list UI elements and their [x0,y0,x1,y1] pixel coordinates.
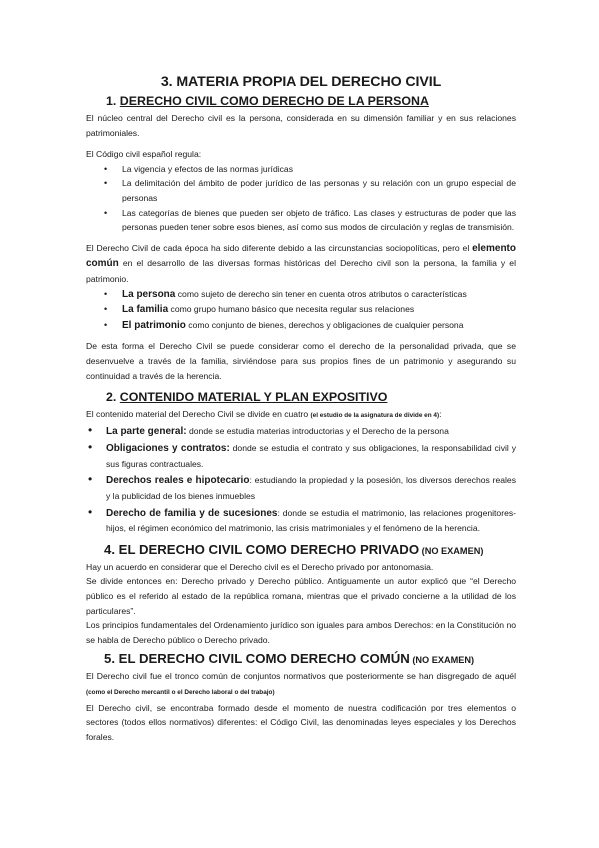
section-1-heading [106,94,516,108]
s4-line-2: Se divide entonces en: Derecho privado y Derecho público. Antiguamente un autor explicó que “el Derecho público es el referido al estado de la república romana, mientras que el privado concierne a la utilidad de los particulares”. [86,576,516,616]
section-1-title: DERECHO CIVIL COMO DERECHO DE LA PERSONA [119,94,429,108]
bold-text: El patrimonio [122,319,186,331]
text-run: como grupo humano básico que necesita regular sus relaciones [168,304,415,315]
s4-line-1: Hay un acuerdo en considerar que el Derecho civil es el Derecho privado por antonomasia. [86,561,434,572]
text-run: : donde se estudia el matrimonio, las relaciones progenitores-hijos, el régimen económico del matrimonio, las crisis matrimoniales y el fenómeno de la herencia. [106,507,517,534]
document-content [86,74,516,744]
section-1-number: 1. [106,94,117,108]
list-item [86,318,516,334]
document-title: 3. MATERIA PROPIA DEL DERECHO CIVIL [160,74,442,90]
s1-paragraph-2: El Código civil español regula: [86,149,202,160]
section-5-title: 5. EL DERECHO CIVIL COMO DERECHO COMÚN [104,651,410,667]
section-2-title: CONTENIDO MATERIAL Y PLAN EXPOSITIVO [119,390,388,405]
section-4-heading [104,542,516,557]
list-item [86,287,516,303]
text-run: : estudiando la propiedad y la posesión, los diversos derechos reales y la publicidad de los bienes inmuebles [106,475,516,502]
section-5-heading [104,651,516,666]
bold-text: La persona [122,288,176,300]
s1-paragraph-1: El núcleo central del Derecho civil es la persona, considerada en su dimensión familiar y en sus relaciones patrimoniales. [86,113,516,138]
section-4-note: (NO EXAMEN) [419,545,484,556]
text-run: como conjunto de bienes, derechos y obligaciones de cualquier persona [185,319,464,330]
list-item [86,302,516,318]
section-2-heading [106,390,516,404]
bold-text: Derecho de familia y de sucesiones [106,507,278,519]
list-item [86,506,516,536]
text-run: en el desarrollo de las diversas formas históricas del Derecho civil son la persona, la familia y el patrimonio. [86,258,516,284]
text-run: : [439,409,442,420]
list-item [86,424,516,440]
text-run: donde se estudia materias introductorias y el Derecho de la persona [186,425,449,436]
s2-content-list [86,424,516,536]
list-item: • La delimitación del ámbito de poder jurídico de las personas y su relación con un grupo especial de personas [86,176,516,205]
bold-text: elemento común [86,242,516,270]
s2-intro [86,407,516,424]
text-run: El Derecho civil fue el tronco común de conjuntos normativos que posteriormente se han disgregado de aquél [86,671,516,682]
text-run: El contenido material del Derecho Civil se divide en cuatro [86,409,311,420]
list-item [86,441,516,471]
s5-line-2: El Derecho civil, se encontraba formado desde el momento de nuestra codificación por tres elementos o sectores (todos ellos normativos) diferentes: el Código Civil, las denominadas leyes especiales y los Derechos forales. [86,702,516,742]
section-4-title: 4. EL DERECHO CIVIL COMO DERECHO PRIVADO [104,541,420,557]
section-5-note: (NO EXAMEN) [409,655,475,666]
s1-paragraph-4: De esta forma el Derecho Civil se puede considerar como el derecho de la personalidad privada, que se desenvuelve a través de la familia, sirviéndose para sus propios fines de un patrimonio y asegurando su continuidad a través de la herencia. [86,341,516,381]
list-item: • Las categorías de bienes que pueden ser objeto de tráfico. Las clases y estructuras de poder que las personas pueden tener sobre esos bienes, así como sus modos de circulación y reglas de transmisión. [86,206,516,235]
s1-paragraph-3 [86,241,516,287]
bold-text: Derechos reales e hipotecario [106,475,250,487]
s4-line-3: Los principios fundamentales del Ordenamiento jurídico son iguales para ambos Derechos: en la Constitución no se habla de Derecho público o Derecho privado. [86,620,516,645]
list-item: • La vigencia y efectos de las normas jurídicas [86,162,516,177]
s1-elements-list [86,287,516,334]
small-note: (como el Derecho mercantil o el Derecho laboral o del trabajo) [86,689,275,696]
text-run: como sujeto de derecho sin tener en cuenta otros atributos o características [175,288,467,299]
s1-regulation-list [86,162,516,235]
list-item [86,473,516,503]
bold-text: La parte general: [106,425,187,437]
bold-text: La familia [122,304,169,316]
text-run: El Derecho Civil de cada época ha sido diferente debido a las circunstancias sociopolíticas, pero el [86,242,473,253]
small-note: (el estudio de la asignatura de divide en 4) [310,412,440,420]
bold-text: Obligaciones y contratos: [106,443,230,455]
text-run: donde se estudia el contrato y sus obligaciones, la responsabilidad civil y sus figuras contractuales. [106,443,516,469]
s5-line-1 [86,669,516,700]
section-2-number: 2. [106,390,117,405]
